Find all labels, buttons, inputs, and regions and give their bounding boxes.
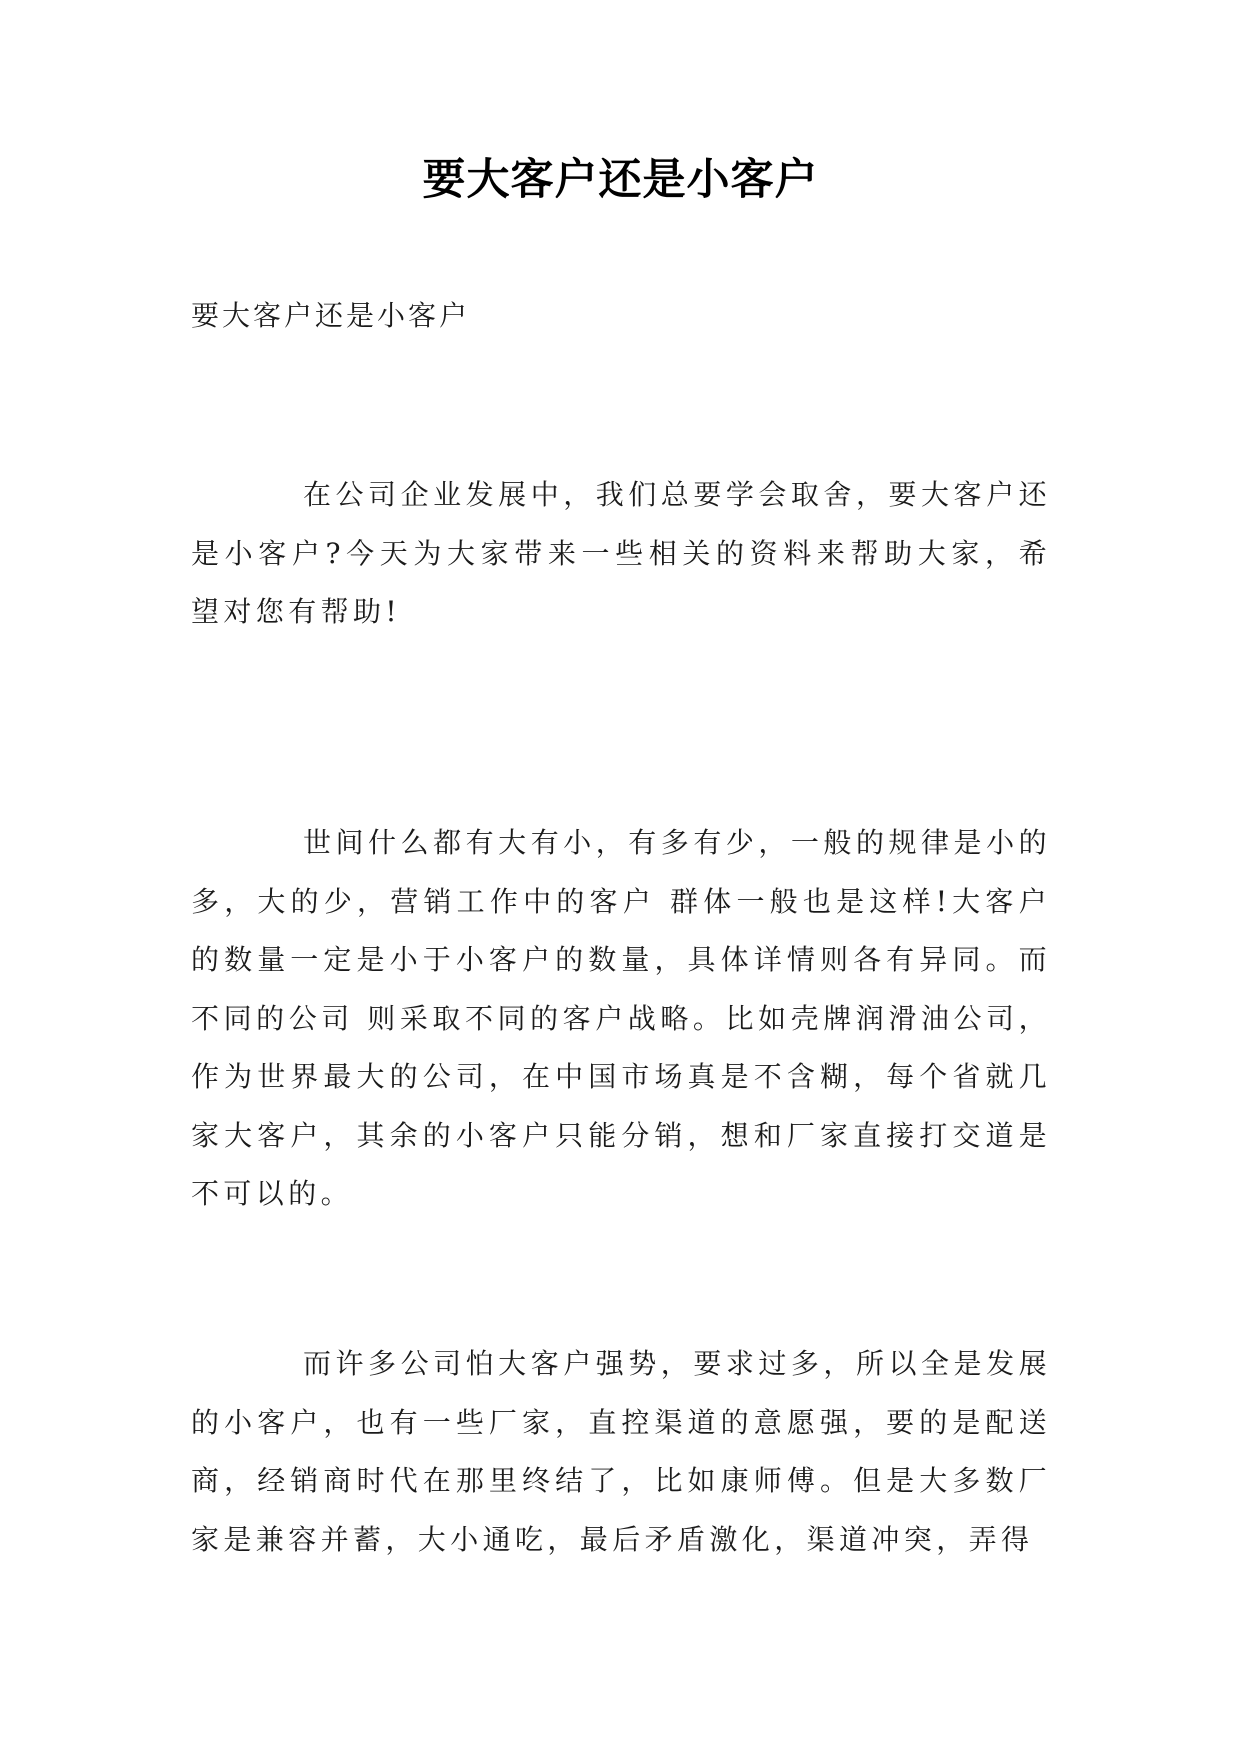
paragraph-body-2: 而许多公司怕大客户强势，要求过多，所以全是发展的小客户，也有一些厂家，直控渠道的意愿强，要的是配送商，经销商时代在那里终结了，比如康师傅。但是大多数厂家是兼容并蓄，大小通吃，最后矛盾激化，渠道冲突，弄得 [191, 1347, 1051, 1556]
paragraph-intro: 在公司企业发展中，我们总要学会取舍，要大客户还是小客户?今天为大家带来一些相关的资料来帮助大家，希望对您有帮助! [191, 478, 1051, 628]
document-subtitle: 要大客户还是小客户 [191, 299, 471, 332]
paragraph-body-1: 世间什么都有大有小，有多有少，一般的规律是小的多，大的少，营销工作中的客户 群体一般也是这样!大客户的数量一定是小于小客户的数量，具体详情则各有异同。而不同的公司 则采取不同的客户战略。比如壳牌润滑油公司，作为世界最大的公司，在中国市场真是不含糊，每个省就几家大客户，其余的小客户只能分销，想和厂家直接打交道是不可以的。 [191, 826, 1051, 1210]
document-title: 要大客户还是小客户 [422, 155, 819, 205]
